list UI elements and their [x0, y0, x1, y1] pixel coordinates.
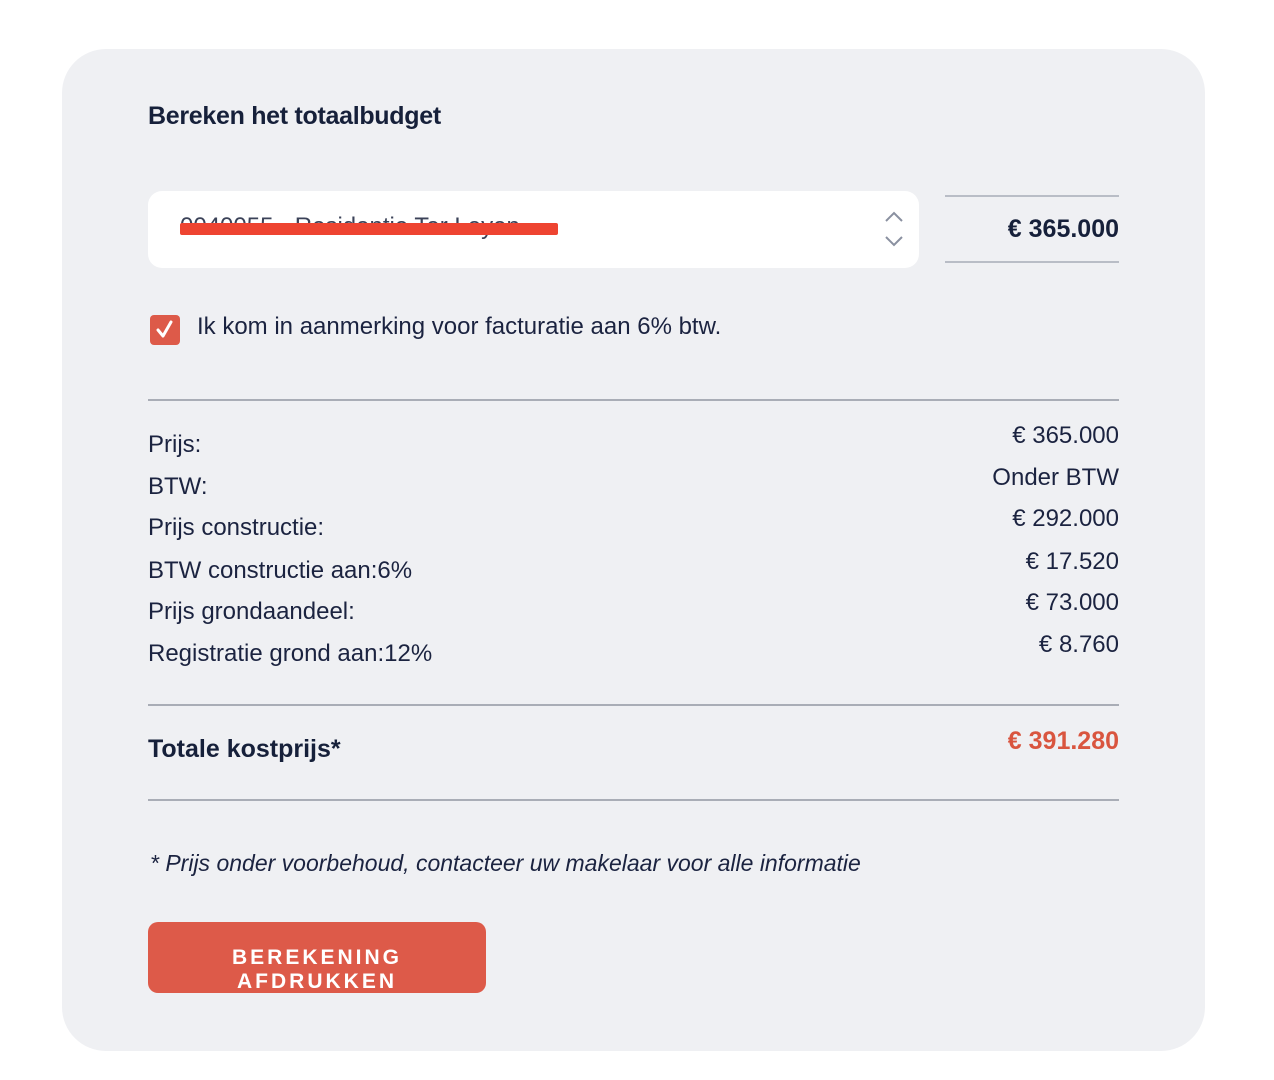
print-calculation-button-label: BEREKENING AFDRUKKEN [231, 946, 403, 993]
price-disclaimer: * Prijs onder voorbehoud, contacteer uw makelaar voor alle informatie [150, 850, 861, 876]
divider [148, 399, 1119, 401]
total-cost-label: Totale kostprijs* [148, 735, 341, 763]
breakdown-value-land-registration: € 8.760 [1038, 631, 1119, 658]
divider [148, 704, 1119, 706]
divider [148, 799, 1119, 801]
redaction-mark [180, 223, 558, 235]
print-calculation-button[interactable] [148, 922, 486, 993]
project-select[interactable] [148, 191, 919, 268]
breakdown-value-land-price: € 73.000 [1025, 589, 1119, 616]
checkmark-icon [155, 319, 175, 341]
calculator-title: Bereken het totaalbudget [148, 102, 441, 130]
vat-6-checkbox-label[interactable]: Ik kom in aanmerking voor facturatie aan 6% btw. [197, 313, 722, 340]
selected-price-value: € 365.000 [1007, 215, 1119, 243]
chevron-up-icon [884, 210, 904, 224]
breakdown-label-land-price: Prijs grondaandeel: [148, 598, 355, 625]
breakdown-value-price: € 365.000 [1012, 422, 1119, 449]
breakdown-label-construction-vat: BTW constructie aan:6% [148, 557, 413, 584]
selected-price-display [945, 195, 1119, 263]
breakdown-value-construction-price: € 292.000 [1012, 505, 1119, 532]
breakdown-value-construction-vat: € 17.520 [1025, 548, 1119, 575]
breakdown-label-vat: BTW: [148, 473, 208, 500]
total-cost-value: € 391.280 [1007, 727, 1119, 755]
chevron-down-icon [884, 234, 904, 248]
breakdown-value-vat: Onder BTW [992, 464, 1119, 491]
vat-6-checkbox[interactable] [150, 315, 180, 345]
breakdown-label-land-registration: Registratie grond aan:12% [148, 640, 433, 667]
breakdown-label-construction-price: Prijs constructie: [148, 514, 325, 541]
breakdown-label-price: Prijs: [148, 431, 202, 458]
